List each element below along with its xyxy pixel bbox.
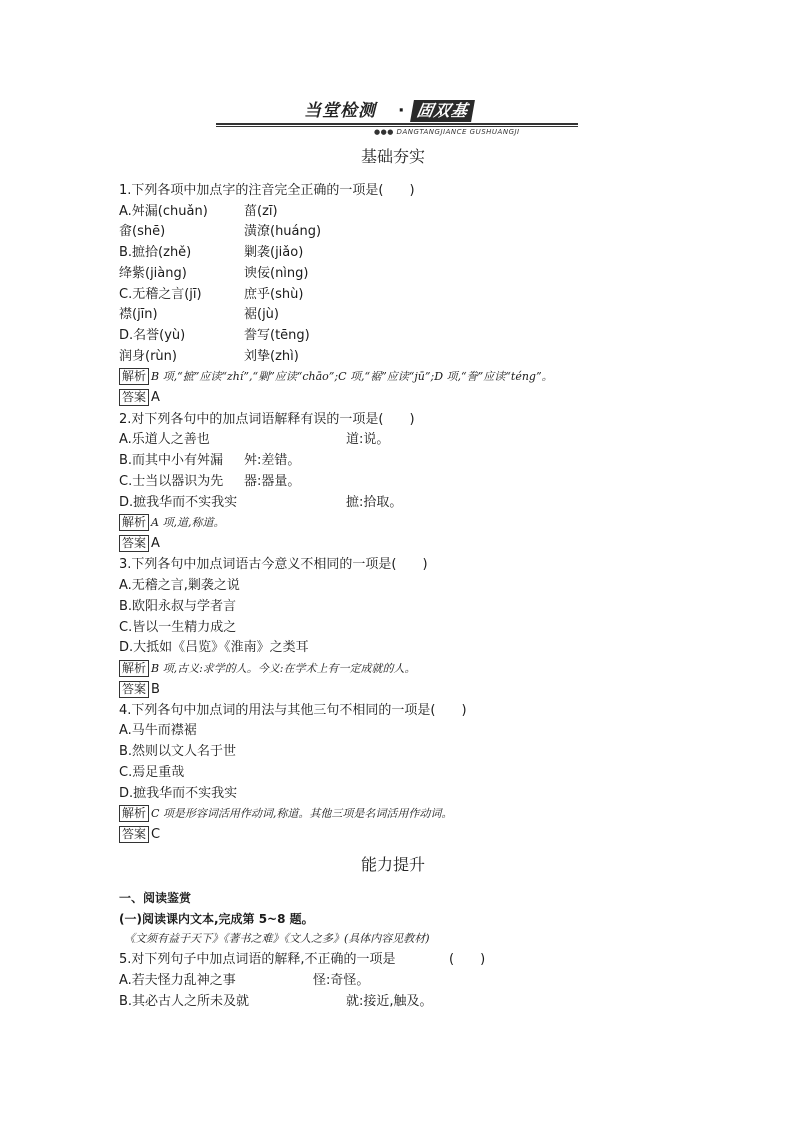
header-banner [216,99,578,136]
q5-row: B.其必古人之所未及就 就:接近,触及。 [119,994,433,1009]
q3-stem: 3.下列各句中加点词语古今意义不相同的一项是( ) [119,557,428,572]
answer-label: 答案 [119,826,149,843]
answer-label: 答案 [119,389,149,406]
banner-badge: 固双基 [410,100,475,122]
analysis-label: 解析 [119,514,149,531]
q2-answer: 答案 A [119,535,160,553]
q1-analysis: 解析 B 项,“摭”应读“zhí”,“剿”应读“chāo”;C 项,“裾”应读“jū”;D 项,“誊”应读“téng”。 [119,368,553,386]
answer-label: 答案 [119,681,149,698]
part-subheading: (一)阅读课内文本,完成第 5~8 题。 [119,912,314,926]
analysis-label: 解析 [119,368,149,385]
analysis-label: 解析 [119,805,149,822]
q1-row: 畲(shē) 潢潦(huáng) [119,224,322,239]
q4-answer: 答案 C [119,826,160,844]
q2-row: A.乐道人之善也 道:说。 [119,432,390,447]
q3-option: A.无稽之言,剿袭之说 [119,578,240,593]
q2-row: D.摭我华而不实我实 摭:拾取。 [119,495,403,510]
q1-row: 绛紫(jiàng) 谀佞(nìng) [119,266,309,281]
q4-option: B.然则以文人名于世 [119,744,237,759]
q1-row: B.摭拾(zhě) 剿袭(jiǎo) [119,245,304,260]
section-title-basic: 基础夯实 [361,147,426,166]
q3-analysis: 解析 B 项,古义:求学的人。今义:在学术上有一定成就的人。 [119,660,416,678]
banner-dot: · [398,101,405,121]
q2-row: C.士当以器识为先 器:器量。 [119,474,301,489]
q2-analysis: 解析 A 项,道,称道。 [119,514,224,532]
q1-row: 润身(rùn) 刘挚(zhì) [119,349,299,364]
banner-subtitle: ●●● DANGTANGJIANCE GUSHUANGJI [374,128,520,136]
q4-analysis: 解析 C 项是形容词活用作动词,称道。其他三项是名词活用作动词。 [119,805,452,823]
q1-row: A.舛漏(chuǎn) 菑(zī) [119,204,278,219]
banner-rule [216,123,578,125]
q1-stem: 1.下列各项中加点字的注音完全正确的一项是( ) [119,183,415,198]
q4-stem: 4.下列各句中加点词的用法与其他三句不相同的一项是( ) [119,703,467,718]
q4-option: D.摭我华而不实我实 [119,786,238,801]
q3-option: C.皆以一生精力成之 [119,620,237,635]
q2-stem: 2.对下列各句中的加点词语解释有误的一项是( ) [119,412,415,427]
answer-label: 答案 [119,535,149,552]
q5-row: A.若夫怪力乱神之事 怪:奇怪。 [119,973,370,988]
banner-title: 当堂检测 [304,101,376,121]
q3-option: D.大抵如《吕览》《淮南》之类耳 [119,640,309,655]
analysis-label: 解析 [119,660,149,677]
reading-note: 《文须有益于天下》《著书之难》《文人之多》(具体内容见教材) [124,932,430,945]
q1-row: 襟(jīn) 裾(jù) [119,307,279,322]
q3-option: B.欧阳永叔与学者言 [119,599,237,614]
section-title-advanced: 能力提升 [361,855,426,874]
q1-row: C.无稽之言(jī) 庶乎(shù) [119,287,304,302]
q3-answer: 答案 B [119,681,160,699]
part-heading: 一、阅读鉴赏 [119,891,192,905]
q1-row: D.名誉(yù) 誊写(tēng) [119,328,310,343]
q5-stem: 5.对下列句子中加点词语的解释,不正确的一项是 ( ) [119,952,486,967]
q4-option: A.马牛而襟裾 [119,723,197,738]
q2-row: B.而其中小有舛漏 舛:差错。 [119,453,301,468]
q4-option: C.焉足重哉 [119,765,185,780]
q1-answer: 答案 A [119,389,160,407]
